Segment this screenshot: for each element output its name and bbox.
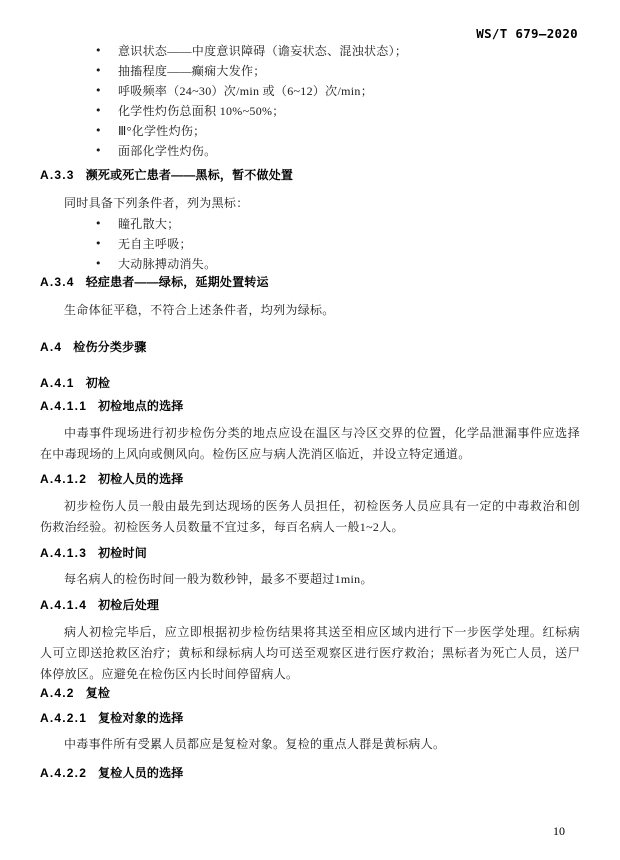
section-heading-a422: [40, 765, 580, 781]
paragraph-a412-body: 初步检伤人员一般由最先到达现场的医务人员担任，初检医务人员应具有一定的中毒救治和创伤救治经验。初检医务人员数量不宜过多，每百名病人一般1~2人。: [40, 499, 580, 534]
heading-number: A.4.2: [40, 686, 75, 700]
heading-number: A.4.1: [40, 376, 75, 390]
heading-title: 检伤分类步骤: [73, 340, 147, 354]
section-heading-a41: [40, 375, 580, 391]
section-heading-a414: [40, 597, 580, 613]
heading-number: A.4.1.2: [40, 472, 88, 486]
bullet-item: [95, 234, 580, 254]
heading-title: 复检: [85, 686, 111, 700]
heading-title: 初检: [85, 376, 111, 390]
bullet-icon: •: [95, 144, 102, 157]
bullet-icon: •: [95, 64, 102, 77]
heading-number: A.4.1.4: [40, 598, 88, 612]
bullet-text: 抽搐程度——癫痫大发作；: [118, 64, 266, 78]
bullet-text: Ⅲ°化学性灼伤；: [118, 124, 206, 138]
section-heading-a411: [40, 398, 580, 414]
bullet-text: 化学性灼伤总面积 10%~50%；: [118, 104, 285, 118]
heading-title: 初检人员的选择: [98, 472, 184, 486]
doc-code: WS/T 679—2020: [476, 26, 578, 41]
bullet-text: 大动脉搏动消失。: [118, 257, 217, 271]
bullet-list-yellow-criteria: [40, 41, 580, 161]
heading-number: A.3.4: [40, 275, 75, 289]
heading-title: 复检对象的选择: [98, 711, 184, 725]
section-heading-a412: [40, 471, 580, 487]
section-heading-a421: [40, 710, 580, 726]
paragraph-a413-body: 每名病人的检伤时间一般为数秒钟，最多不要超过1min。: [64, 572, 373, 586]
paragraph-a34-body: 生命体征平稳，不符合上述条件者，均列为绿标。: [64, 303, 335, 317]
heading-number: A.4: [40, 340, 63, 354]
bullet-icon: •: [95, 257, 102, 270]
heading-title: 复检人员的选择: [98, 766, 184, 780]
heading-title: 轻症患者——绿标，延期处置转运: [85, 275, 269, 289]
bullet-item: [95, 141, 580, 161]
heading-number: A.4.2.2: [40, 766, 88, 780]
bullet-item: [95, 254, 580, 274]
bullet-text: 呼吸频率（24~30）次/min 或（6~12）次/min；: [118, 84, 373, 98]
paragraph-a414-body: 病人初检完毕后，应立即根据初步检伤结果将其送至相应区域内进行下一步医学处理。红标病人可立即送抢救区治疗；黄标和绿标病人均可送至观察区进行医疗救治；黑标者为死亡人员，送尸体停放区。应避免在检伤区内长时间停留病人。: [40, 625, 580, 681]
bullet-icon: •: [95, 217, 102, 230]
bullet-item: [95, 121, 580, 141]
heading-number: A.4.1.1: [40, 399, 88, 413]
bullet-icon: •: [95, 84, 102, 97]
section-heading-a413: [40, 545, 580, 561]
bullet-icon: •: [95, 44, 102, 57]
page-number: 10: [553, 824, 565, 838]
bullet-item: [95, 81, 580, 101]
bullet-item: [95, 41, 580, 61]
section-heading-a42: [40, 685, 580, 701]
bullet-text: 面部化学性灼伤。: [118, 144, 217, 158]
heading-number: A.4.1.3: [40, 546, 88, 560]
heading-title: 濒死或死亡患者——黑标，暂不做处置: [85, 168, 294, 182]
bullet-item: [95, 214, 580, 234]
paragraph-a421-body: 中毒事件所有受累人员都应是复检对象。复检的重点人群是黄标病人。: [64, 737, 446, 751]
heading-title: 初检后处理: [98, 598, 160, 612]
bullet-text: 瞳孔散大；: [118, 217, 180, 231]
heading-title: 初检地点的选择: [98, 399, 184, 413]
bullet-text: 无自主呼吸；: [118, 237, 192, 251]
bullet-list-black-criteria: [40, 214, 580, 274]
paragraph-a33-intro: 同时具备下列条件者，列为黑标：: [64, 196, 249, 210]
bullet-icon: •: [95, 237, 102, 250]
section-heading-a34: [40, 274, 580, 290]
bullet-item: [95, 101, 580, 121]
bullet-icon: •: [95, 104, 102, 117]
bullet-icon: •: [95, 124, 102, 137]
section-heading-a33: [40, 167, 580, 183]
heading-number: A.3.3: [40, 168, 75, 182]
paragraph-a411-body: 中毒事件现场进行初步检伤分类的地点应设在温区与冷区交界的位置，化学品泄漏事件应选择在中毒现场的上风向或侧风向。检伤区应与病人洗消区临近，并设立特定通道。: [40, 426, 580, 461]
heading-title: 初检时间: [98, 546, 147, 560]
section-heading-a4: [40, 339, 580, 355]
heading-number: A.4.2.1: [40, 711, 88, 725]
bullet-item: [95, 61, 580, 81]
bullet-text: 意识状态——中度意识障碍（谵妄状态、混浊状态）；: [118, 44, 408, 58]
